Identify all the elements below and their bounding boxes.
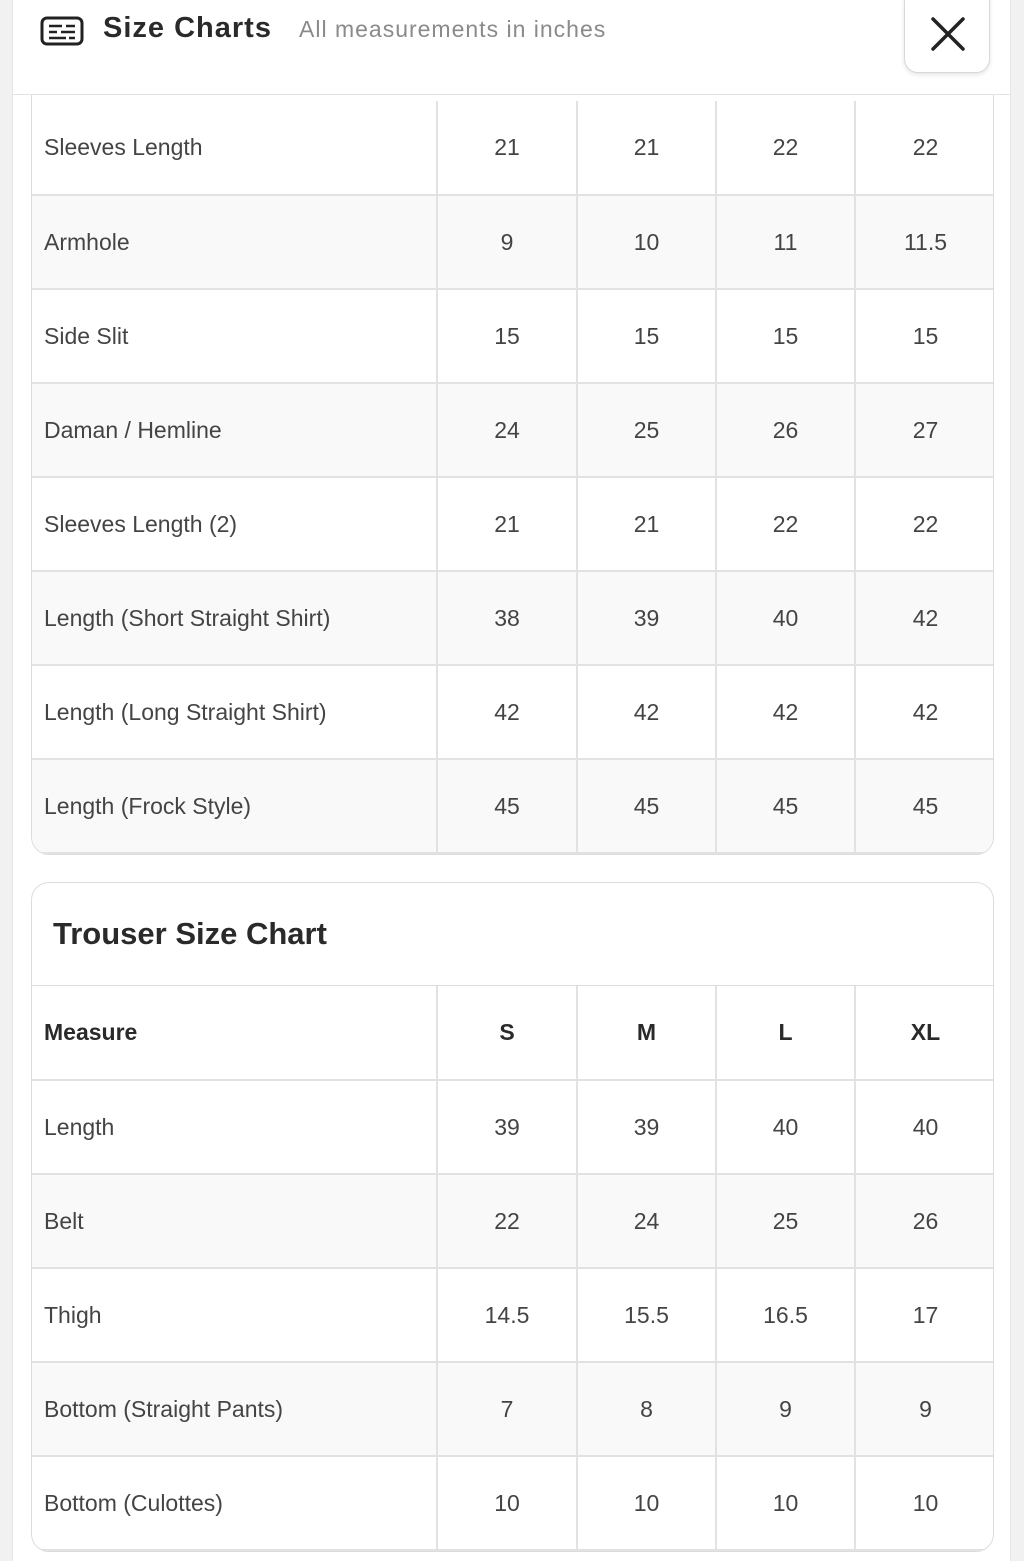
size-value: 45 (716, 759, 855, 853)
table-row (32, 383, 994, 477)
size-value: 22 (855, 477, 994, 571)
trouser-size-card (31, 882, 994, 1552)
measure-label: Sleeves Length (32, 101, 437, 195)
modal-subtitle: All measurements in inches (299, 16, 607, 42)
size-value: 15.5 (577, 1268, 716, 1362)
header-size-l: L (716, 986, 855, 1080)
size-value: 24 (577, 1174, 716, 1268)
size-value: 39 (577, 571, 716, 665)
size-value: 21 (437, 477, 577, 571)
size-value: 45 (577, 759, 716, 853)
measure-label: Daman / Hemline (32, 383, 437, 477)
size-value: 9 (716, 1362, 855, 1456)
size-value: 17 (855, 1268, 994, 1362)
header-measure: Measure (32, 986, 437, 1080)
size-value: 21 (437, 101, 577, 195)
size-value: 8 (577, 1362, 716, 1456)
size-value: 11 (716, 195, 855, 289)
measure-label: Armhole (32, 195, 437, 289)
size-value: 15 (716, 289, 855, 383)
size-value: 24 (437, 383, 577, 477)
table-row (32, 101, 994, 195)
trouser-card-title: Trouser Size Chart (32, 883, 993, 986)
measure-label: Sleeves Length (2) (32, 477, 437, 571)
table-row (32, 477, 994, 571)
measure-label: Length (32, 1080, 437, 1174)
size-value: 9 (437, 195, 577, 289)
measure-label: Length (Long Straight Shirt) (32, 665, 437, 759)
table-row (32, 195, 994, 289)
table-row (32, 1268, 994, 1362)
table-row (32, 1362, 994, 1456)
size-value: 21 (577, 101, 716, 195)
header-size-s: S (437, 986, 577, 1080)
shirt-size-card (31, 60, 994, 855)
size-value: 40 (855, 1080, 994, 1174)
size-value: 15 (577, 289, 716, 383)
size-value: 15 (437, 289, 577, 383)
size-value: 11.5 (855, 195, 994, 289)
size-value: 10 (716, 1456, 855, 1550)
size-value: 27 (855, 383, 994, 477)
size-chart-modal (12, 0, 1011, 1561)
size-value: 25 (716, 1174, 855, 1268)
header-size-xl: XL (855, 986, 994, 1080)
size-value: 10 (577, 1456, 716, 1550)
trouser-size-table (32, 986, 994, 1551)
size-value: 10 (855, 1456, 994, 1550)
size-chart-icon (40, 15, 84, 47)
size-value: 22 (437, 1174, 577, 1268)
table-header-row (32, 986, 994, 1080)
size-value: 26 (855, 1174, 994, 1268)
table-row (32, 1080, 994, 1174)
size-value: 45 (437, 759, 577, 853)
measure-label: Length (Frock Style) (32, 759, 437, 853)
shirt-size-table (32, 101, 994, 854)
size-value: 42 (437, 665, 577, 759)
size-value: 7 (437, 1362, 577, 1456)
measure-label: Length (Short Straight Shirt) (32, 571, 437, 665)
size-value: 39 (577, 1080, 716, 1174)
size-value: 22 (855, 101, 994, 195)
size-value: 9 (855, 1362, 994, 1456)
table-row (32, 289, 994, 383)
size-value: 21 (577, 477, 716, 571)
table-row (32, 1174, 994, 1268)
table-row (32, 665, 994, 759)
measure-label: Bottom (Culottes) (32, 1456, 437, 1550)
size-value: 40 (716, 571, 855, 665)
size-value: 39 (437, 1080, 577, 1174)
close-button[interactable] (904, 0, 990, 73)
size-value: 42 (577, 665, 716, 759)
size-value: 25 (577, 383, 716, 477)
size-value: 10 (577, 195, 716, 289)
size-value: 40 (716, 1080, 855, 1174)
size-value: 15 (855, 289, 994, 383)
measure-label: Thigh (32, 1268, 437, 1362)
size-value: 26 (716, 383, 855, 477)
measure-label: Belt (32, 1174, 437, 1268)
size-value: 10 (437, 1456, 577, 1550)
header-size-m: M (577, 986, 716, 1080)
size-value: 42 (855, 665, 994, 759)
size-value: 16.5 (716, 1268, 855, 1362)
size-value: 42 (855, 571, 994, 665)
table-row (32, 759, 994, 853)
size-value: 42 (716, 665, 855, 759)
measure-label: Bottom (Straight Pants) (32, 1362, 437, 1456)
size-value: 22 (716, 101, 855, 195)
measure-label: Side Slit (32, 289, 437, 383)
modal-title: Size Charts (103, 12, 272, 44)
table-row (32, 1456, 994, 1550)
close-icon (930, 16, 966, 52)
size-value: 14.5 (437, 1268, 577, 1362)
modal-header (13, 0, 1011, 95)
size-value: 22 (716, 477, 855, 571)
size-value: 38 (437, 571, 577, 665)
table-row (32, 571, 994, 665)
size-value: 45 (855, 759, 994, 853)
